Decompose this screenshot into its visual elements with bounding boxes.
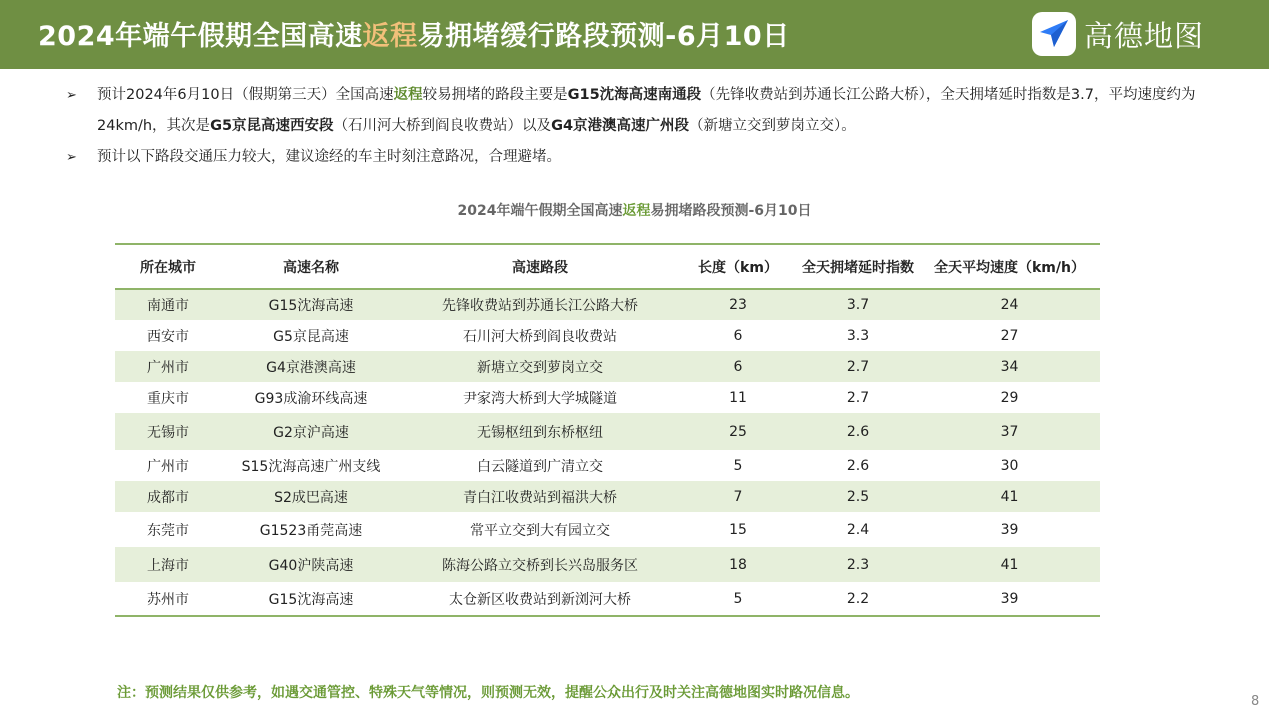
table-cell: 34 [1000, 358, 1019, 375]
table-cell: 陈海公路立交桥到长兴岛服务区 [442, 557, 638, 574]
table-cell: 18 [729, 556, 747, 573]
table-cell: 石川河大桥到阎良收费站 [463, 328, 617, 345]
table-title [0, 200, 1269, 220]
header-bar [0, 0, 1269, 69]
bullet-strong: G4京港澳高速广州段 [551, 118, 690, 134]
bullet-text: （新塘立交到萝岗立交）。 [689, 118, 856, 134]
table-cell: G2京沪高速 [273, 424, 349, 441]
table-cell: 2.3 [846, 556, 870, 573]
table-cell: 广州市 [147, 359, 189, 376]
column-header: 全天拥堵延时指数 [797, 244, 919, 289]
bullet-item-2 [66, 142, 1216, 173]
table-cell: G15沈海高速 [221, 582, 401, 616]
table-cell: 太仓新区收费站到新浏河大桥 [401, 582, 679, 616]
paper-plane-icon [1032, 12, 1076, 56]
table-cell: 2.7 [846, 358, 870, 375]
page-title [38, 14, 790, 53]
table-cell: 青白江收费站到福洪大桥 [463, 489, 617, 506]
bullet-text: （石川河大桥到阎良收费站）以及 [333, 118, 552, 134]
table-cell: 6 [733, 358, 743, 375]
table-cell: 无锡市 [147, 424, 189, 441]
table-cell: 39 [1000, 521, 1019, 538]
bullet-item-1 [66, 80, 1216, 142]
table-cell: G5京昆高速 [273, 328, 349, 345]
bullet-highlight: 返程 [393, 87, 423, 103]
table-cell: 2.5 [846, 488, 870, 505]
table-cell: 无锡枢纽到东桥枢纽 [477, 424, 603, 441]
table-cell: 2.6 [846, 457, 870, 474]
table-row [115, 481, 1100, 512]
table-cell: 2.2 [797, 582, 919, 616]
table-cell: 东莞市 [147, 522, 189, 539]
table-cell: 37 [1000, 423, 1019, 440]
table-cell: G93成渝环线高速 [254, 390, 368, 407]
table-title-prefix: 2024年端午假期全国高速 [457, 203, 623, 219]
table-cell: 30 [1000, 457, 1019, 474]
table-row [115, 382, 1100, 413]
table-cell: G40沪陕高速 [268, 557, 354, 574]
table-title-suffix: 易拥堵路段预测-6月10日 [650, 203, 812, 219]
bullet-text: 预计2024年6月10日（假期第三天）全国高速 [97, 87, 394, 103]
table-cell: 重庆市 [147, 390, 189, 407]
summary-bullets [66, 80, 1216, 173]
table-header-row [115, 244, 1100, 289]
title-highlight: 返程 [362, 21, 418, 52]
table-cell: 7 [733, 488, 743, 505]
table-cell: G15沈海高速 [268, 298, 354, 314]
title-suffix: 易拥堵缓行路段预测-6月10日 [417, 21, 790, 52]
table-cell: 41 [1000, 556, 1019, 573]
table-cell: 24 [1000, 297, 1019, 313]
table-row [115, 289, 1100, 320]
column-header: 全天平均速度（km/h） [919, 244, 1100, 289]
table-cell: 23 [729, 297, 747, 313]
table-cell: S2成巴高速 [274, 489, 348, 506]
table-cell: 5 [679, 582, 797, 616]
arrow-bullet-icon: ➢ [66, 150, 77, 165]
column-header: 高速路段 [401, 244, 679, 289]
table-cell: 15 [729, 521, 747, 538]
table-cell: G1523甬莞高速 [259, 522, 363, 539]
table-cell: 3.3 [846, 327, 870, 344]
table-cell: 广州市 [147, 458, 189, 475]
table-cell: 6 [733, 327, 743, 344]
table-title-highlight: 返程 [622, 203, 651, 219]
table-cell: 上海市 [147, 557, 189, 574]
amap-logo [1032, 12, 1204, 56]
table-cell: 成都市 [147, 489, 189, 506]
table-cell: 常平立交到大有园立交 [470, 522, 610, 539]
table-cell: 2.4 [846, 521, 870, 538]
table-row [115, 547, 1100, 582]
table-row [115, 351, 1100, 382]
table-cell: 新塘立交到萝岗立交 [477, 359, 603, 376]
congestion-table [115, 243, 1100, 617]
table-cell: 5 [733, 457, 743, 474]
table-cell: 先锋收费站到苏通长江公路大桥 [442, 298, 638, 314]
bullet-text: 预计以下路段交通压力较大，建议途经的车主时刻注意路况，合理避堵。 [97, 149, 561, 165]
logo-text: 高德地图 [1084, 18, 1205, 53]
table-cell: 11 [729, 389, 747, 406]
table-cell: 苏州市 [115, 582, 221, 616]
table-cell: 41 [1000, 488, 1019, 505]
table-row [115, 320, 1100, 351]
table-cell: 25 [729, 423, 747, 440]
bullet-strong: G15沈海高速南通段 [567, 87, 702, 103]
table-cell: S15沈海高速广州支线 [241, 458, 381, 475]
table-row [115, 413, 1100, 450]
table-cell: 3.7 [846, 297, 870, 313]
table-cell: 2.6 [846, 423, 870, 440]
table-cell: 尹家湾大桥到大学城隧道 [463, 390, 617, 407]
table-cell: 29 [1000, 389, 1019, 406]
bullet-strong: G5京昆高速西安段 [210, 118, 334, 134]
table-cell: 西安市 [147, 328, 189, 345]
page-number: 8 [1251, 694, 1260, 709]
table-cell: 南通市 [147, 298, 189, 314]
title-prefix: 2024年端午假期全国高速 [38, 21, 363, 52]
column-header: 高速名称 [221, 244, 401, 289]
arrow-bullet-icon: ➢ [66, 88, 77, 103]
bullet-text: （先锋收费站到苏通长江公路大桥），全天拥堵延时指数是3.7，平均速度约为24km/h，其次是 [97, 87, 1196, 134]
footnote: 注：预测结果仅供参考，如遇交通管控、特殊天气等情况，则预测无效，提醒公众出行及时关注高德地图实时路况信息。 [117, 685, 859, 701]
table-row [115, 450, 1100, 481]
table-cell: G4京港澳高速 [266, 359, 356, 376]
column-header: 长度（km） [679, 244, 797, 289]
table-cell: 27 [1000, 327, 1019, 344]
column-header: 所在城市 [115, 244, 221, 289]
bullet-text: 较易拥堵的路段主要是 [422, 87, 568, 103]
table-row [115, 512, 1100, 547]
table-cell: 2.7 [846, 389, 870, 406]
table-cell: 白云隧道到广清立交 [477, 458, 603, 475]
table-cell: 39 [919, 582, 1100, 616]
table-row [115, 582, 1100, 616]
